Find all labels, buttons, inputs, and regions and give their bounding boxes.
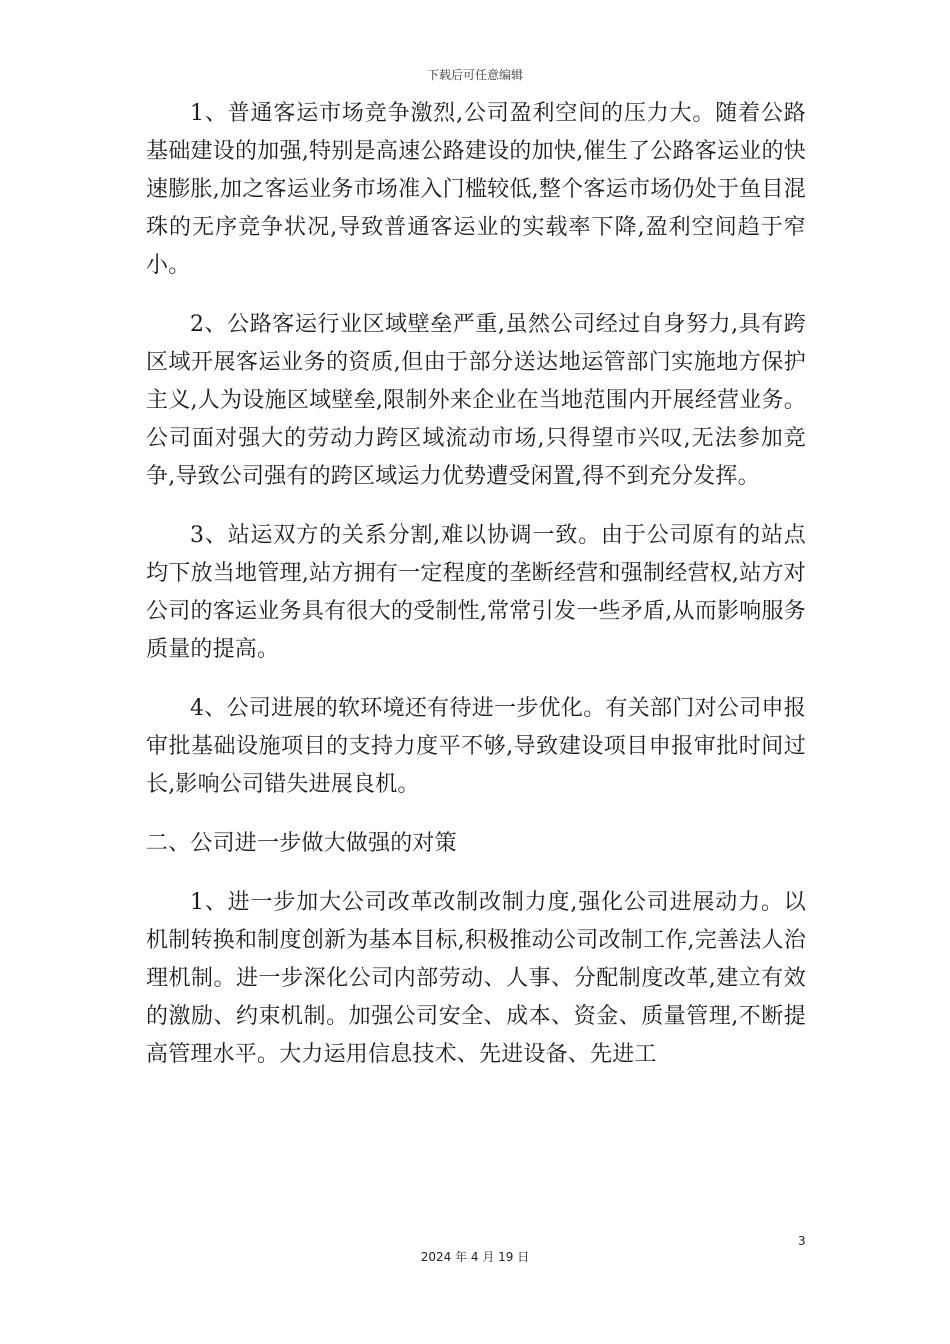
paragraph-2: 2、公路客运行业区域壁垒严重,虽然公司经过自身努力,具有跨区域开展客运业务的资质,但由于部分送达地运管部门实施地方保护主义,人为设施区域壁垒,限制外来企业在当地范围内开展经营业务。公司面对强大的劳动力跨区域流动市场,只得望市兴叹,无法参加竞争,导致公司强有的跨区域运力优势遭受闲置,得不到充分发挥。 [146,312,806,489]
paragraph-1: 1、普通客运市场竞争激烈,公司盈利空间的压力大。随着公路基础建设的加强,特别是高速公路建设的加快,催生了公路客运业的快速膨胀,加之客运业务市场准入门槛较低,整个客运市场仍处于鱼目混珠的无序竞争状况,导致普通客运业的实载率下降,盈利空间趋于窄小。 [146,101,806,278]
paragraph-4: 4、公司进展的软环境还有待进一步优化。有关部门对公司申报审批基础设施项目的支持力度平不够,导致建设项目申报审批时间过长,影响公司错失进展良机。 [146,696,806,797]
document-body [146,95,806,1095]
page-footer-date: 2024 年 4 月 19 日 [420,1250,530,1264]
page-number: 3 [798,1234,806,1248]
section-heading: 二、公司进一步做大做强的对策 [146,831,457,856]
page-header: 下载后可任意编辑 [426,68,523,82]
paragraph-5: 1、进一步加大公司改革改制改制力度,强化公司进展动力。以机制转换和制度创新为基本目标,积极推动公司改制工作,完善法人治理机制。进一步深化公司内部劳动、人事、分配制度改革,建立有效的激励、约束机制。加强公司安全、成本、资金、质量管理,不断提高管理水平。大力运用信息技术、先进设备、先进工 [146,890,806,1067]
paragraph-3: 3、站运双方的关系分割,难以协调一致。由于公司原有的站点均下放当地管理,站方拥有一定程度的垄断经营和强制经营权,站方对公司的客运业务具有很大的受制性,常常引发一些矛盾,从而影响服务质量的提高。 [146,523,806,662]
